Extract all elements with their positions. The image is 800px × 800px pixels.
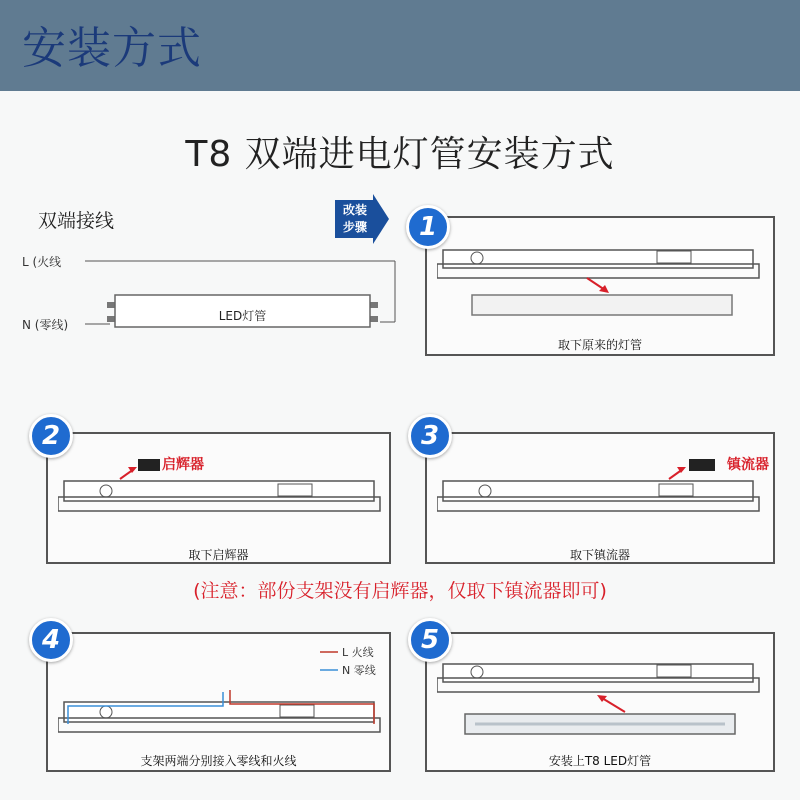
- fixture-body: [443, 481, 753, 501]
- step-4-caption: 支架两端分别接入零线和火线: [140, 754, 297, 768]
- step-2-badge: 2: [29, 414, 73, 458]
- change-steps-label: 改装 步骤: [343, 203, 368, 234]
- step-3-caption: 取下镇流器: [569, 548, 630, 562]
- wiring-title: 双端接线: [38, 210, 115, 232]
- fixture-body: [64, 702, 374, 722]
- fixture-body: [443, 664, 753, 682]
- wiring-diagram: [0, 240, 420, 350]
- step-4-badge: 4: [29, 618, 73, 662]
- note-text: (注意：部份支架没有启辉器，仅取下镇流器即可): [193, 580, 607, 602]
- starter-shape: [138, 459, 160, 471]
- step-1-caption: 取下原来的灯管: [557, 338, 642, 352]
- header-bar: [0, 0, 800, 91]
- step-2-caption: 取下启辉器: [188, 548, 249, 562]
- step-5-caption: 安装上T8 LED灯管: [548, 754, 652, 768]
- ballast-shape: [689, 459, 715, 471]
- step-3-badge: 3: [408, 414, 452, 458]
- tube-shape: [472, 295, 732, 315]
- ballast-callout: 镇流器: [727, 457, 769, 473]
- neutral-wire-label: N (零线): [22, 318, 69, 332]
- step-2-panel: [46, 432, 391, 564]
- step-3-panel: [425, 432, 775, 564]
- main-title: T8 双端进电灯管安装方式: [185, 134, 615, 175]
- step-4-panel: [46, 632, 391, 772]
- step-5-badge: 5: [408, 618, 452, 662]
- step-1-panel: [425, 216, 775, 356]
- legend-neutral-label: N 零线: [342, 664, 376, 677]
- starter-callout: 启辉器: [162, 457, 204, 473]
- legend-live-label: L 火线: [342, 646, 374, 659]
- fixture-body: [443, 250, 753, 268]
- led-tube-label: LED灯管: [218, 309, 267, 323]
- header-title: 安装方式: [22, 23, 202, 74]
- fixture-body: [64, 481, 374, 501]
- step-1-badge: 1: [406, 205, 450, 249]
- step-5-panel: [425, 632, 775, 772]
- live-wire-label: L (火线: [22, 255, 62, 269]
